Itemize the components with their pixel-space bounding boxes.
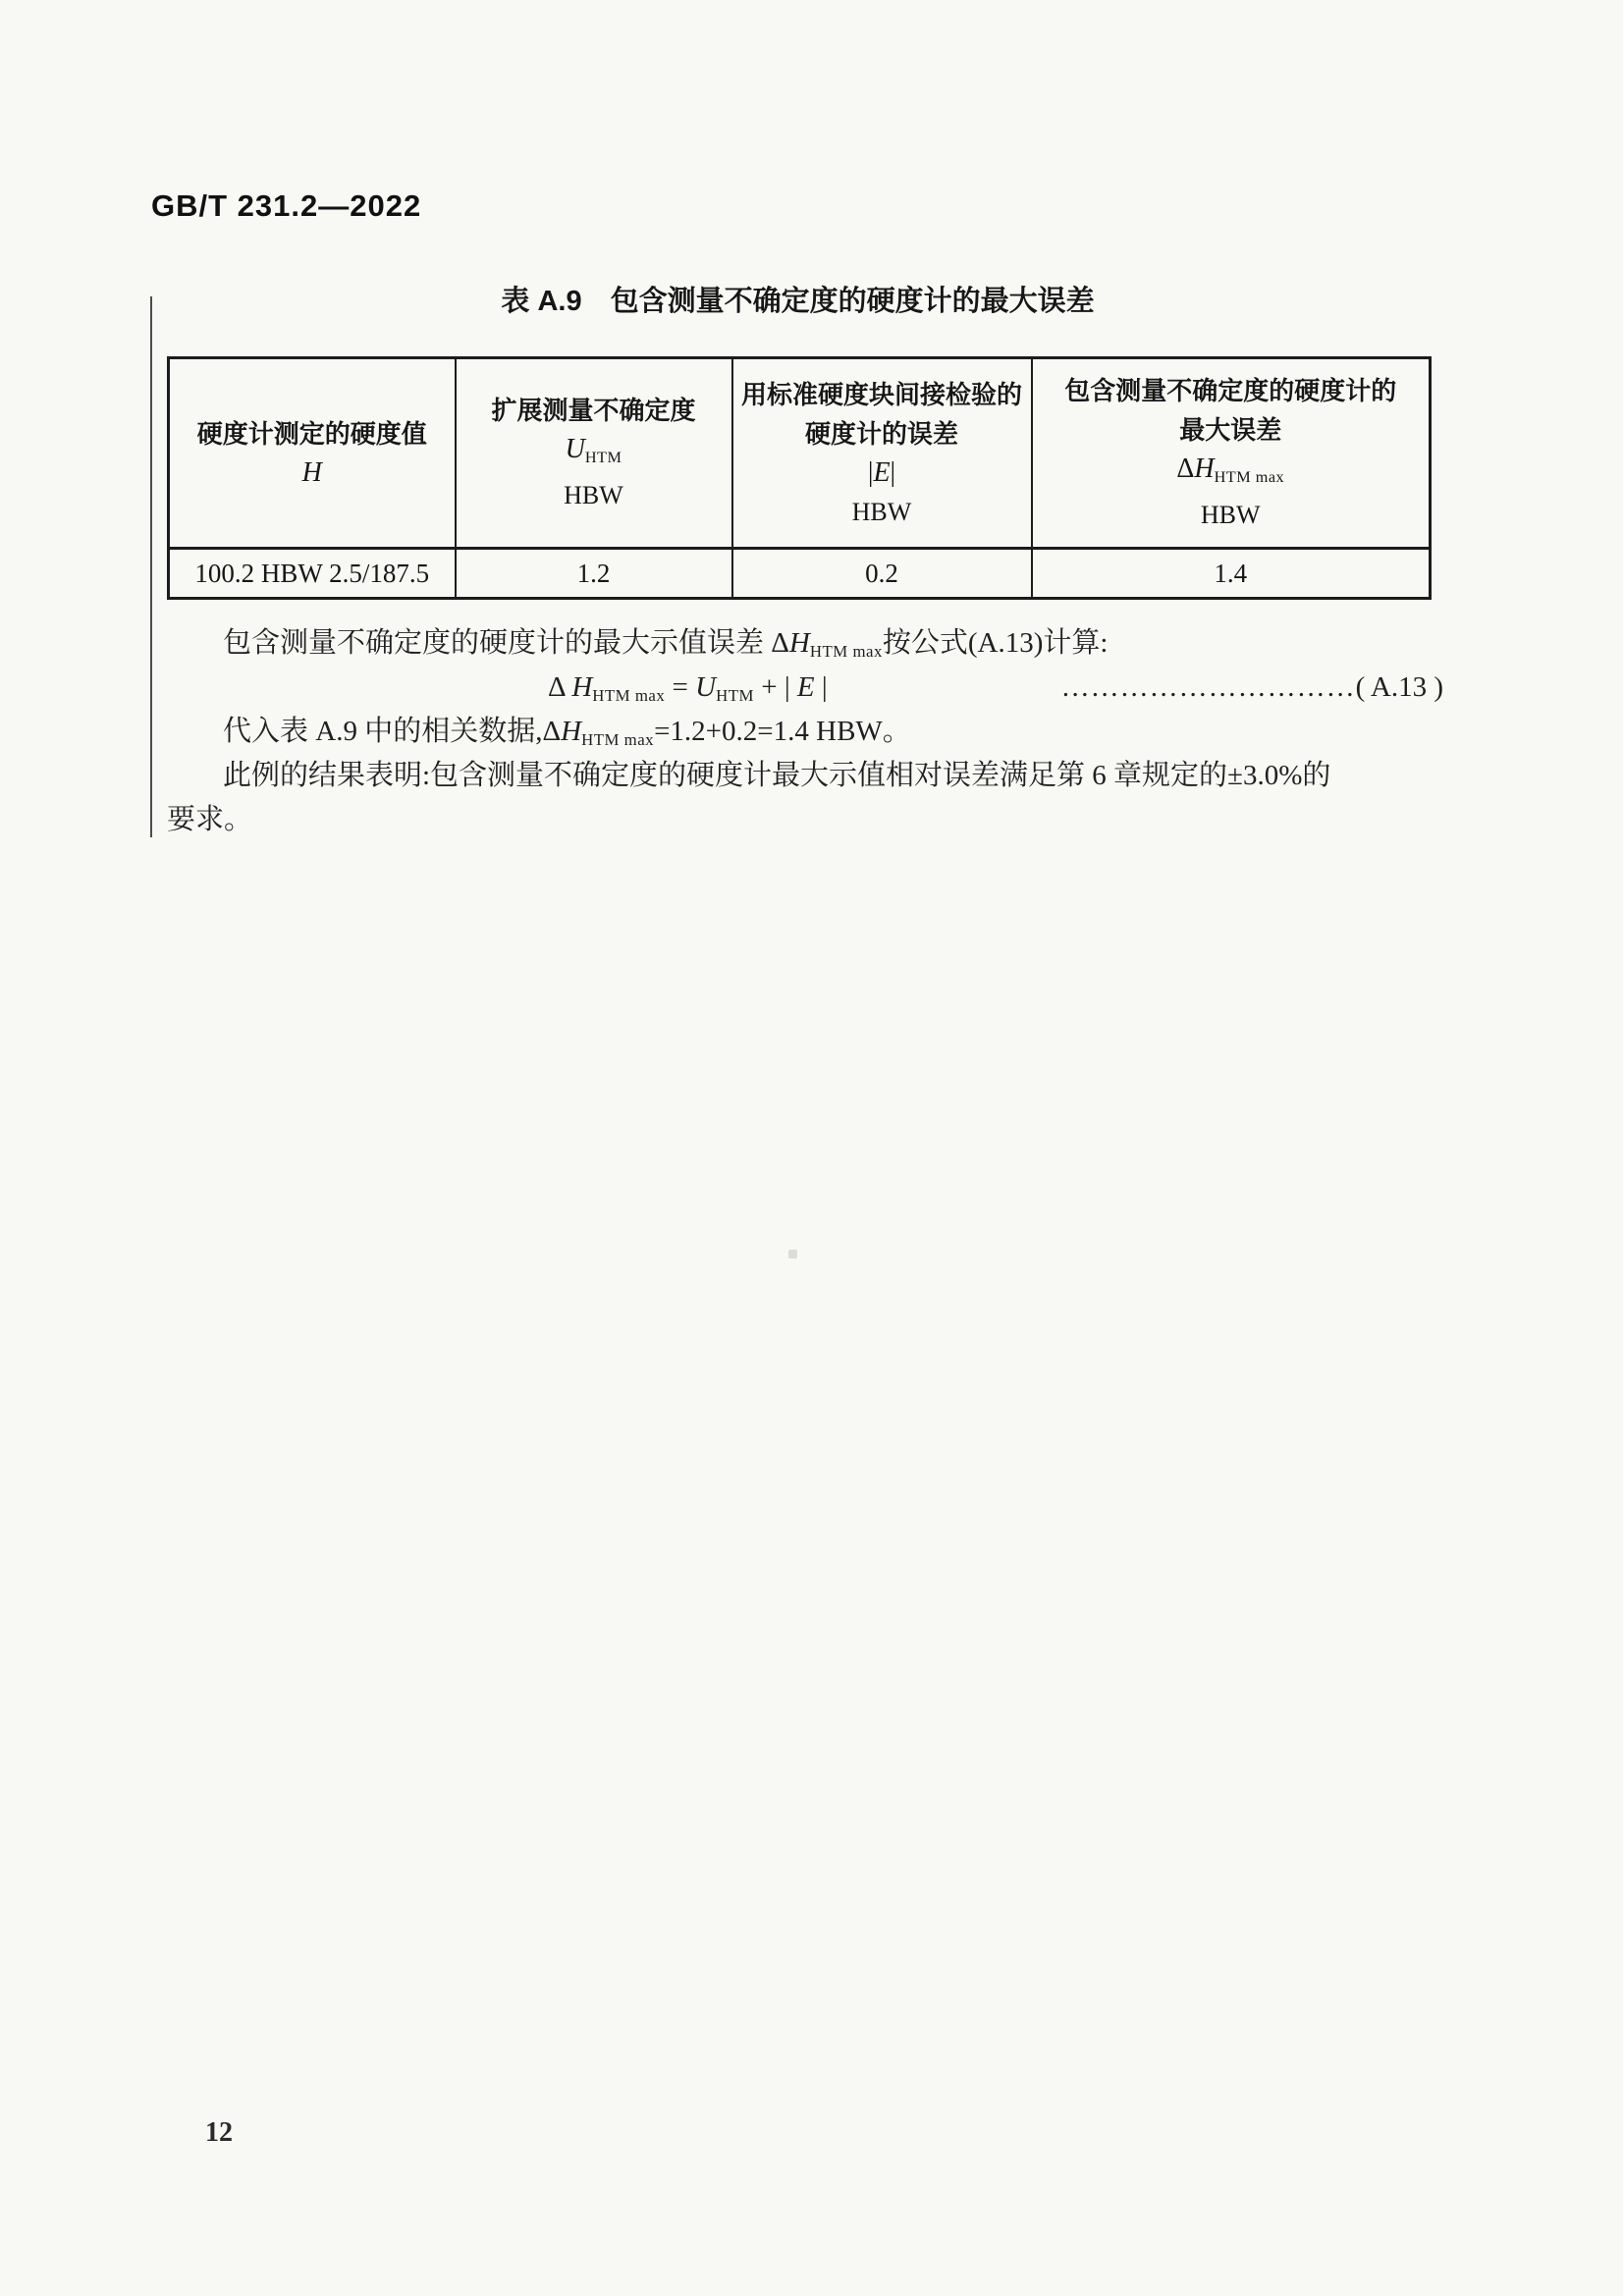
cell-hardness-value: 100.2 HBW 2.5/187.5 (169, 549, 456, 599)
col-header-expanded-uncertainty (456, 358, 732, 549)
paragraph-3-line1: 此例的结果表明:包含测量不确定度的硬度计最大示值相对误差满足第 6 章规定的±3.0%的 (223, 760, 1331, 791)
col4-title-line2: 最大误差 (1179, 414, 1282, 445)
paragraph-1: 包含测量不确定度的硬度计的最大示值误差 $\Delta H_{HTM max}$按公式(A.13)计算: (223, 627, 1109, 662)
delta-h-inline: $\Delta H_{HTM max}$ (771, 627, 883, 662)
table-data-row (169, 549, 1431, 599)
col4-title-line1: 包含测量不确定度的硬度计的 (1064, 375, 1397, 405)
col4-symbol: $\Delta H_{HTM max}$ (1176, 453, 1285, 486)
table-a9-title: 表 A.9 包含测量不确定度的硬度计的最大误差 (501, 286, 1095, 317)
delta-h-inline-2: $\Delta H_{HTM max}$ (542, 716, 655, 750)
col2-unit: HBW (564, 481, 623, 510)
col1-title: 硬度计测定的硬度值 (196, 418, 427, 449)
formula-expression: Δ $H_{HTM max} = U_{HTM}$ + | E | (548, 671, 828, 706)
cell-uncertainty: 1.2 (456, 549, 732, 599)
table-a9 (167, 356, 1432, 600)
col-header-max-error (1032, 358, 1431, 549)
col-header-error-indirect (732, 358, 1032, 549)
cell-error: 0.2 (732, 549, 1032, 599)
col2-symbol: $U_{HTM}$ (565, 433, 622, 466)
col4-unit: HBW (1200, 501, 1261, 530)
paragraph-3-line2: 要求。 (167, 804, 253, 835)
table-header-row (169, 358, 1431, 549)
page-number: 12 (205, 2117, 233, 2148)
formula-number: …………………………( A.13 ) (1060, 671, 1443, 703)
col3-symbol: |E| (867, 456, 896, 488)
standard-number: GB/T 231.2—2022 (151, 188, 422, 223)
col3-unit: HBW (851, 497, 912, 526)
col2-title: 扩展测量不确定度 (491, 395, 696, 425)
col3-title-line1: 用标准硬度块间接检验的 (740, 379, 1022, 409)
paragraph-2: 代入表 A.9 中的相关数据$,\Delta H_{HTM max}=1.2+0.2=1.4$ HBW。 (223, 716, 911, 750)
left-margin-rule (150, 296, 152, 837)
col3-title-line2: 硬度计的误差 (804, 418, 958, 449)
col-header-hardness-value (169, 358, 456, 549)
scan-dust-speck (788, 1250, 797, 1258)
col1-symbol: H (301, 456, 322, 488)
cell-max-error: 1.4 (1032, 549, 1431, 599)
